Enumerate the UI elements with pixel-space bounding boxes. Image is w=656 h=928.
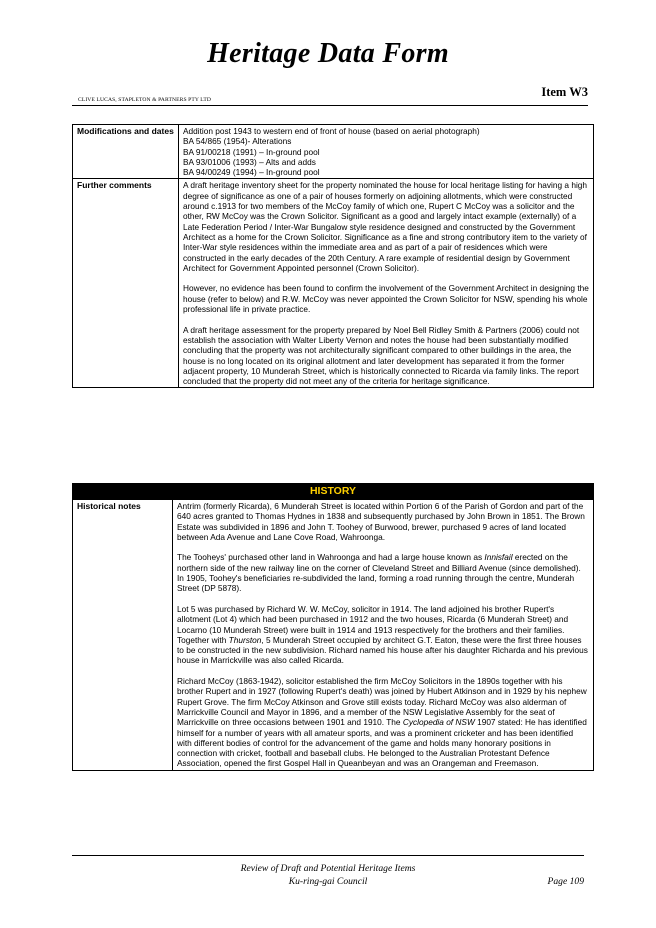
text-run: Lot 5 was purchased by Richard W. W. McCoy, solicitor in 1914. The land adjoined his brother Rupert's allotment (Lot 4) which had been purchased in 1912 and the two houses, Ricarda (6 Munderah Street) and Locarno (10 Munderah Street) were built in 1914 and 1913 respectively for the brothers and their families. Together with — [177, 603, 569, 645]
text-run: , 5 Munderah Street occupied by architect G.T. Eaton, these were the first three houses to be constructed in the new subdivision. Richard named his house after his daughter Richarda and his previous house in Marrickville was also called Ricarda. — [177, 634, 588, 666]
modification-line: BA 54/865 (1954)- Alterations — [183, 136, 292, 147]
footer-council-name: Ku-ring-gai Council — [288, 876, 368, 887]
comment-paragraph: A draft heritage inventory sheet for the property nominated the house for local heritage listing for having a high degree of significance as one of a pair of houses formerly on adjoining allotments, which were constructed around c.1913 for two members of the McCoy family of which one, Rupert C McCoy was a solicitor and the other, RW McCoy was the Crown Solicitor. Significant as a good and largely intact example (externally) of a Late Federation Period / Inter-War Bungalow style residence designed and constructed by the Government Architect as a home for the Crown Solicitor. Significance as a fine and strong contributory item to the variety of Inter-War style residences within the immediate area and as part of a pair of residences which were constructed in the early decades of the 20th Century. A rare example of residential design by Government Architect for Government Appointed personnel (Crown Solicitor). — [183, 180, 588, 273]
modification-line: Addition post 1943 to western end of front of house (based on aerial photograph) — [183, 126, 480, 136]
page-title: Heritage Data Form — [207, 38, 449, 69]
details-table — [72, 124, 594, 388]
text-run: Richard McCoy (1863-1942), solicitor established the firm McCoy Solicitors in the 1890s together with his brother Rupert and in 1927 (following Rupert's death) was joined by Hubert Atkinson and in 1929 by his nephew Rupert Grove. The firm McCoy Atkinson and Grove still exists today. Richard McCoy was also alderman of Marrickville Council and Mayor in 1896, and a member of the NSW Legislative Assembly for the seat of Marrickville on three occasions between 1901 and 1910. The — [177, 676, 587, 728]
italic-text: Cyclopedia of NSW — [402, 717, 475, 728]
text-run: 1907 stated: He has identified himself for a number of years with all amateur sports, and was a prominent cricketer and has been identified with different bodies of control for the advancement of the game and holds many honorary positions in connection with cricket, football and baseball clubs. He belonged to the Australian Protestant Defence Association, opened the first Gospel Hall in Queanbeyan and was an Orangeman and Freemason. — [177, 717, 587, 769]
modifications-content — [179, 125, 594, 179]
history-paragraph — [177, 552, 589, 593]
header-divider — [72, 105, 588, 106]
history-table — [72, 483, 594, 771]
history-section-header: HISTORY — [73, 484, 594, 500]
modifications-label: Modifications and dates — [73, 125, 179, 179]
italic-text: Thurston — [228, 634, 262, 645]
table-row — [73, 500, 594, 771]
footer-divider — [72, 855, 584, 856]
table-row — [73, 179, 594, 388]
italic-text: Innisfail — [484, 552, 513, 563]
modification-line: BA 93/01006 (1993) – Alts and adds — [183, 156, 316, 167]
comment-paragraph: However, no evidence has been found to confirm the involvement of the Government Architect in designing the house (refer to below) and R.W. McCoy was never appointed the Crown Solicitor for NSW, spending his whole professional life in private practice. — [183, 283, 589, 315]
history-paragraph — [177, 604, 589, 666]
further-comments-label: Further comments — [73, 179, 179, 388]
modification-line: BA 94/00249 (1994) – In-ground pool — [183, 167, 320, 178]
firm-name: CLIVE LUCAS, STAPLETON & PARTNERS PTY LTD — [78, 97, 211, 103]
comment-paragraph: A draft heritage assessment for the property prepared by Noel Bell Ridley Smith & Partners (2006) could not establish the association with Walter Liberty Vernon and notes the house had been substantially modified concluding that the property was not architecturally significant compared to other buildings in the area, the house is no long located on its original allotment and later development has separated it from the former adjacent property, 10 Munderah Street, which is historically connected to Ricarda via family links. The report concluded that the property did not meet any of the criteria for heritage significance. — [183, 324, 580, 387]
table-row — [73, 484, 594, 500]
history-paragraph: Antrim (formerly Ricarda), 6 Munderah Street is located within Portion 6 of the Parish of Gordon and part of the 640 acres granted to Thomas Hydnes in 1838 and subsequently purchased by John Brown in 1851. The Brown Estate was subdivided in 1896 and John T. Toohey of Burwood, brewer, purchased 9 acres of land located between Ada Avenue and Lane Cove Road, Wahroonga. — [177, 501, 585, 542]
item-code: Item W3 — [541, 85, 588, 99]
historical-notes-content — [173, 500, 594, 771]
table-row — [73, 125, 594, 179]
modification-line: BA 91/00218 (1991) – In-ground pool — [183, 146, 320, 157]
text-run: The Tooheys' purchased other land in Wahroonga and had a large house known as — [177, 552, 485, 563]
page-number: Page 109 — [547, 876, 584, 887]
text-run: erected on the northern side of the new railway line on the corner of Cleveland Street and Billiard Avenue (since demolished). In 1905, Toohey's beneficiaries re-subdivided the land, forming a road running through the centre, Munderah Street (DP 5878). — [177, 552, 581, 594]
further-comments-content — [179, 179, 594, 388]
footer-report-title: Review of Draft and Potential Heritage Items — [240, 863, 416, 874]
history-paragraph — [177, 676, 589, 769]
historical-notes-label: Historical notes — [73, 500, 173, 771]
